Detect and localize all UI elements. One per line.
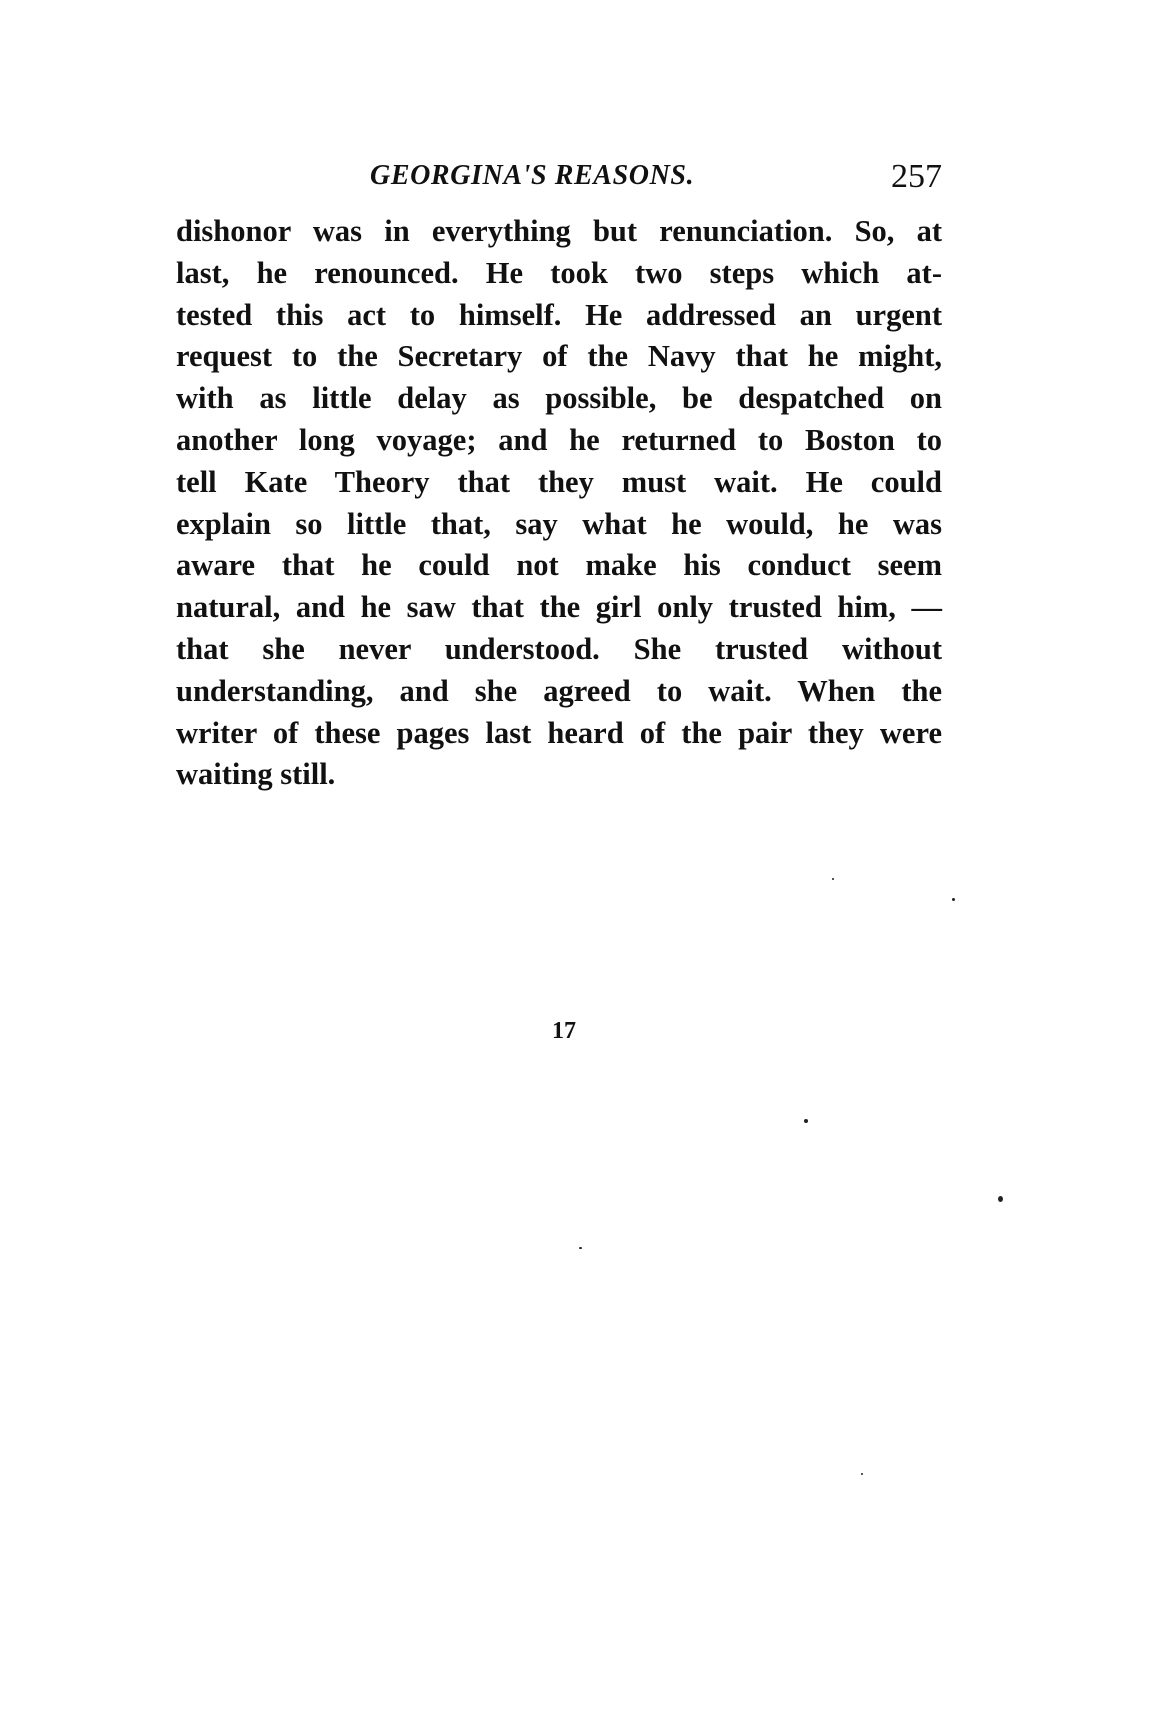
text-line: aware that he could not make his conduct seem — [176, 548, 942, 583]
text-line: understanding, and she agreed to wait. When the — [176, 673, 942, 708]
text-line: dishonor was in everything but renunciation. So, at — [176, 214, 942, 248]
scan-speck — [998, 1196, 1003, 1202]
text-line: another long voyage; and he returned to Boston to — [176, 422, 942, 457]
body-paragraph — [176, 211, 942, 796]
text-line: with as little delay as possible, be despatched on — [176, 381, 942, 416]
text-line: writer of these pages last heard of the pair they were — [176, 715, 942, 750]
signature-mark — [0, 1018, 1168, 1045]
text-line: waiting still. — [176, 757, 336, 792]
page-number: 257 — [891, 158, 942, 195]
scan-speck — [579, 1247, 582, 1249]
signature-mark-text: 17 — [552, 1018, 576, 1044]
scan-speck — [861, 1473, 863, 1475]
text-line: that she never understood. She trusted without — [176, 631, 942, 666]
running-head: GEORGINA'S REASONS. — [370, 160, 695, 191]
text-line: tell Kate Theory that they must wait. He could — [176, 464, 942, 499]
text-line: tested this act to himself. He addressed an urgent — [176, 297, 942, 332]
text-line: natural, and he saw that the girl only trusted him, — — [176, 590, 942, 625]
text-line: request to the Secretary of the Navy that he might, — [176, 339, 942, 374]
text-line: last, he renounced. He took two steps which at- — [176, 255, 942, 290]
scan-speck — [804, 1119, 808, 1123]
scan-speck — [832, 878, 834, 880]
scan-speck — [952, 898, 955, 901]
text-line: explain so little that, say what he would, he was — [176, 506, 942, 541]
